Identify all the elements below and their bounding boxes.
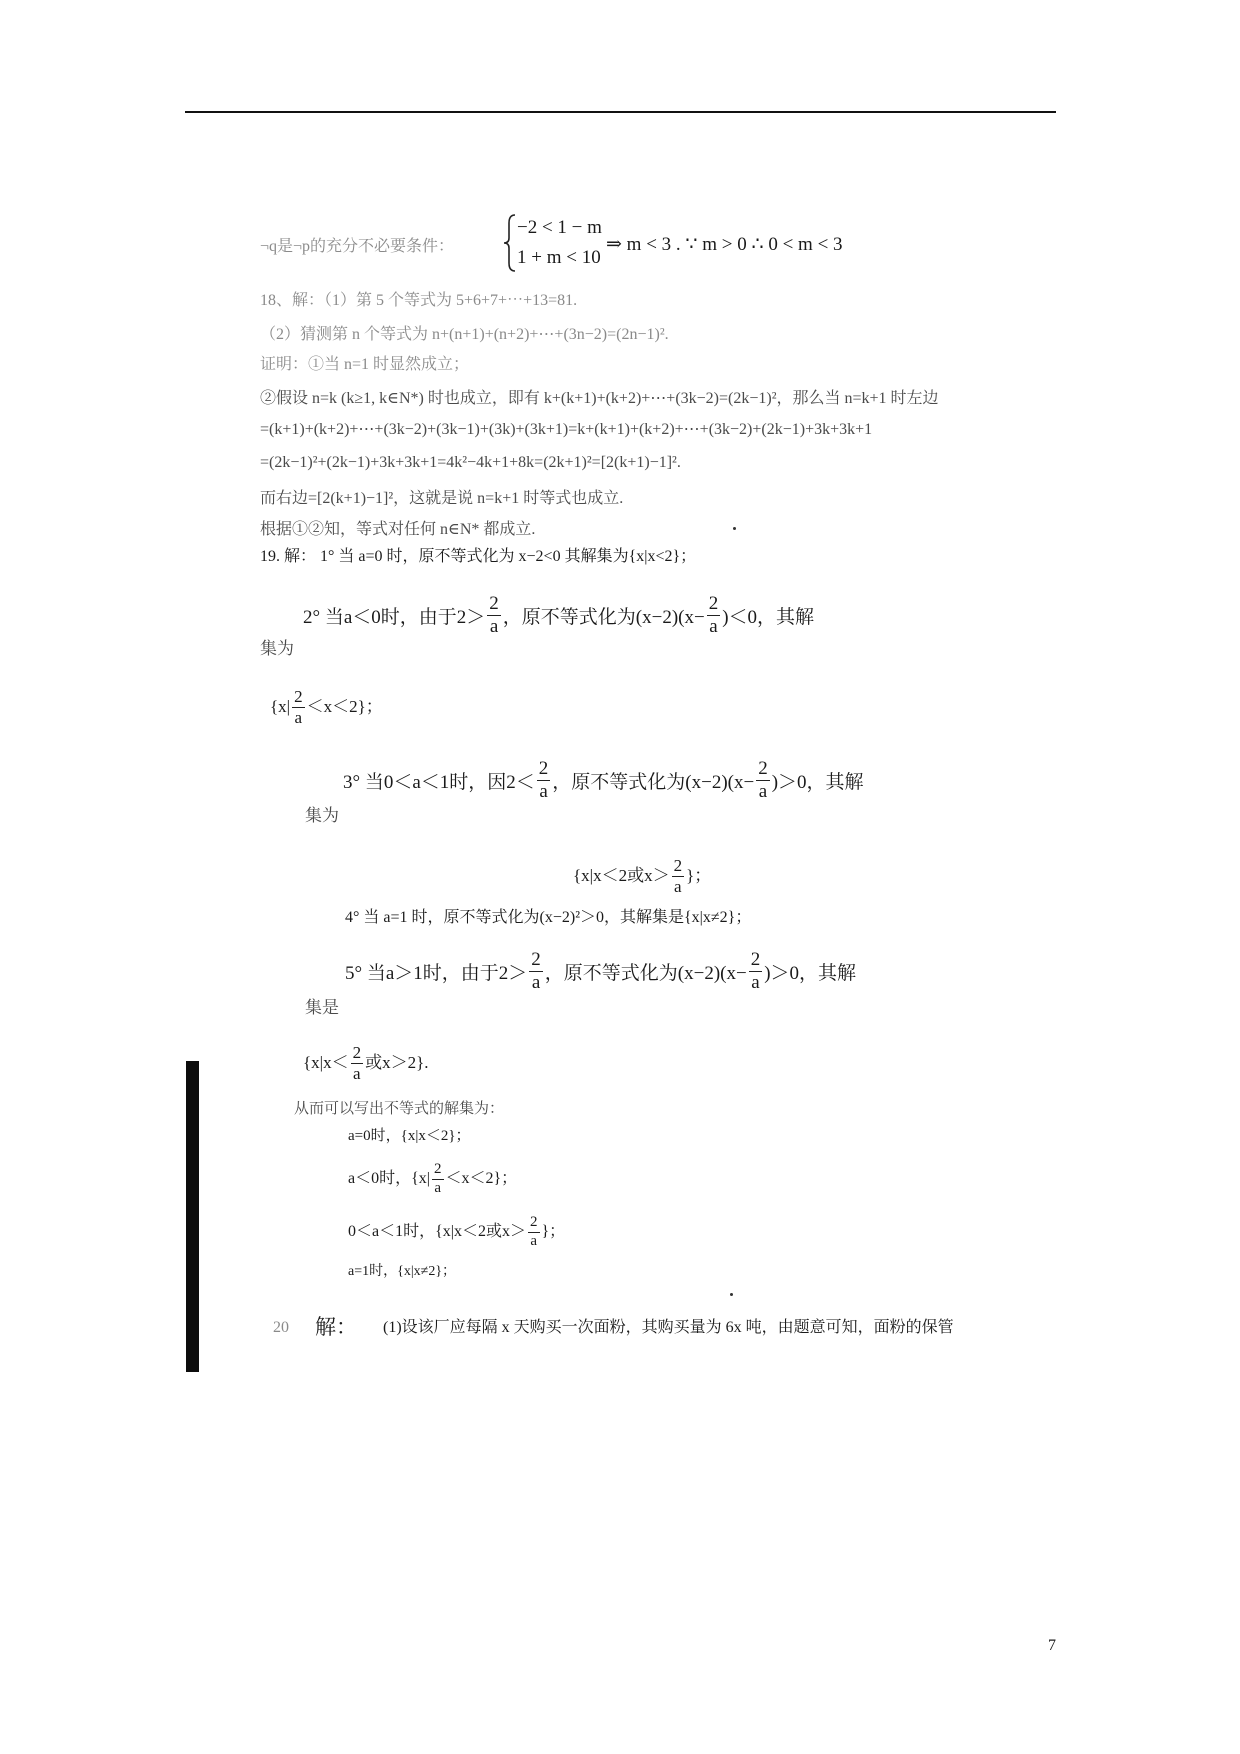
p19-label: 19. 解：: [260, 548, 317, 565]
p18-line-4: ②假设 n=k (k≥1, k∈N*) 时也成立，即有 k+(k+1)+(k+2)+⋯+(3k−2)=(2k−1)²，那么当 n=k+1 时左边: [260, 390, 939, 407]
set-text-a: {x|x＜: [303, 1053, 349, 1072]
fraction-2-over-a: [292, 688, 305, 727]
fraction-numerator: 2: [528, 1215, 540, 1233]
fraction-denominator: a: [353, 1063, 361, 1083]
fraction-denominator: a: [674, 876, 682, 896]
case-5-text-a: 5° 当a＞1时，由于2＞: [345, 962, 528, 984]
header-rule: [185, 111, 1056, 113]
fraction-2-over-a: [672, 857, 685, 896]
p18-line-8: 根据①②知，等式对任何 n∈N* 都成立.: [260, 521, 536, 538]
set-text-b: }；: [686, 866, 712, 885]
p18-line-1: 18、解：（1）第 5 个等式为 5+6+7+⋯+13=81.: [260, 292, 578, 309]
p18-line-6: =(2k−1)²+(2k−1)+3k+3k+1=4k²−4k+1+8k=(2k+1)²=[2(k+1)−1]².: [260, 454, 681, 471]
fraction-denominator: a: [530, 1232, 538, 1249]
case-3-text-a: 3° 当0＜a＜1时，因2＜: [343, 771, 535, 793]
summary-case-a-negative: [348, 1154, 517, 1204]
summary-intro: 从而可以写出不等式的解集为：: [294, 1101, 505, 1117]
p18-line-5: =(k+1)+(k+2)+⋯+(3k−2)+(3k−1)+(3k)+(3k+1)=k+(k+1)+(k+2)+⋯+(3k−2)+(2k−1)+3k+3k+1: [260, 421, 873, 438]
summary-case-a-one: a=1时，{x|x≠2}；: [348, 1264, 457, 1279]
fraction-numerator: 2: [758, 757, 768, 779]
fraction-denominator: a: [294, 707, 303, 727]
summary-text-b: ＜x＜2}；: [445, 1170, 518, 1187]
page-number: 7: [1048, 1637, 1056, 1654]
fraction-denominator: a: [434, 1179, 442, 1196]
set-text-a: {x|x＜2或x＞: [573, 866, 670, 885]
fraction-denominator: a: [489, 615, 499, 637]
fraction-2-over-a: [487, 594, 501, 637]
set-text-a: {x|: [270, 697, 291, 716]
scan-speck: [730, 1293, 733, 1296]
case-3-solution-set: [573, 851, 711, 901]
fraction-denominator: a: [758, 780, 768, 802]
scan-speck: [733, 527, 736, 530]
fraction-numerator: 2: [538, 757, 549, 779]
fraction-denominator: a: [751, 971, 760, 993]
p17-lead: ¬q是¬p的充分不必要条件：: [260, 238, 455, 255]
case-2-text-a: 2° 当a＜0时，由于2＞: [303, 606, 486, 628]
system-inequality-top: −2 < 1 − m: [517, 217, 602, 238]
fraction-numerator: 2: [352, 1042, 362, 1062]
p19-case-2: [303, 590, 814, 640]
fraction-2-over-a: [537, 759, 551, 802]
p18-line-3: 证明：①当 n=1 时显然成立；: [260, 356, 470, 373]
summary-case-a-zero: a=0时，{x|x＜2}；: [348, 1128, 471, 1144]
scan-edge-bar: [186, 1061, 199, 1372]
case-3-text-c: )＞0，其解: [771, 771, 864, 793]
set-text-b: ＜x＜2}；: [306, 697, 383, 716]
fraction-denominator: a: [531, 971, 541, 993]
summary-text-a: a＜0时，{x|: [348, 1170, 430, 1187]
p18-line-7: 而右边=[2(k+1)−1]²，这就是说 n=k+1 时等式也成立.: [260, 490, 624, 507]
fraction-2-over-a: [528, 1215, 540, 1250]
case-3-text-b: ，原不等式化为(x−2)(x−: [552, 771, 755, 793]
summary-case-a-between-0-1: [348, 1207, 565, 1257]
summary-text-a: 0＜a＜1时，{x|x＜2或x＞: [348, 1223, 526, 1240]
fraction-numerator: 2: [531, 948, 541, 970]
fraction-2-over-a: [432, 1162, 444, 1197]
fraction-2-over-a: [749, 950, 763, 993]
fraction-numerator: 2: [708, 592, 719, 614]
system-brace: [503, 213, 517, 273]
fraction-denominator: a: [539, 780, 548, 802]
case-2-text-b: ，原不等式化为(x−2)(x−: [502, 606, 705, 628]
p19-case-4: 4° 当 a=1 时，原不等式化为(x−2)²＞0，其解集是{x|x≠2}；: [345, 909, 752, 926]
p17-result: ⇒ m < 3 . ∵ m > 0 ∴ 0 < m < 3: [606, 234, 843, 255]
set-text-b: 或x＞2}.: [365, 1053, 429, 1072]
case-2-continuation: 集为: [260, 639, 294, 658]
fraction-denominator: a: [709, 615, 718, 637]
p19-case-5: [345, 946, 856, 996]
case-2-text-c: )＜0，其解: [722, 606, 815, 628]
fraction-numerator: 2: [294, 686, 303, 706]
p19-case-3: [343, 755, 864, 805]
fraction-2-over-a: [529, 950, 543, 993]
case-5-text-b: ，原不等式化为(x−2)(x−: [544, 962, 747, 984]
case-5-text-c: )＞0，其解: [764, 962, 857, 984]
fraction-2-over-a: [351, 1044, 364, 1083]
case-5-continuation: 集是: [305, 998, 339, 1017]
p20-number: 20: [273, 1319, 289, 1336]
fraction-numerator: 2: [750, 948, 761, 970]
fraction-numerator: 2: [673, 855, 683, 875]
case-3-continuation: 集为: [305, 806, 339, 825]
fraction-2-over-a: [756, 759, 770, 802]
fraction-numerator: 2: [489, 592, 499, 614]
p20-text: (1)设该厂应每隔 x 天购买一次面粉，其购买量为 6x 吨，由题意可知，面粉的保管: [383, 1319, 954, 1336]
case-5-solution-set: [303, 1038, 429, 1088]
fraction-numerator: 2: [432, 1162, 444, 1180]
system-inequality-bottom: 1 + m < 10: [517, 247, 601, 268]
summary-text-b: }；: [541, 1223, 566, 1240]
p19-case-1: 1° 当 a=0 时，原不等式化为 x−2<0 其解集为{x|x<2}；: [320, 548, 697, 565]
case-2-solution-set: [270, 682, 383, 732]
p20-label: 解：: [315, 1315, 357, 1339]
p18-line-2: （2）猜测第 n 个等式为 n+(n+1)+(n+2)+⋯+(3n−2)=(2n−1)².: [260, 326, 669, 343]
fraction-2-over-a: [707, 594, 721, 637]
